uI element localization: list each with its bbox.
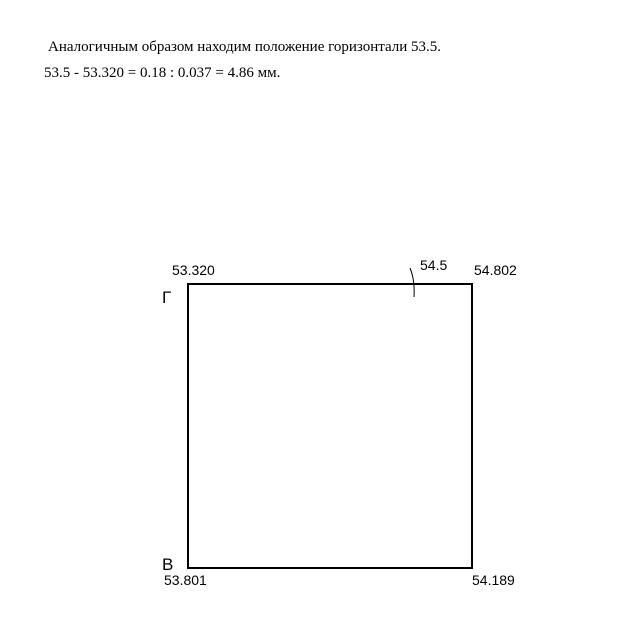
contour-label: 54.5 bbox=[420, 257, 448, 273]
elevation-bottom-left: 53.801 bbox=[164, 572, 207, 588]
elevation-top-left: 53.320 bbox=[172, 262, 215, 278]
grid-square bbox=[188, 284, 472, 568]
corner-letter-g: Г bbox=[162, 288, 172, 307]
elevation-top-right: 54.802 bbox=[474, 262, 517, 278]
contour-line-54-5 bbox=[410, 268, 414, 297]
elevation-bottom-right: 54.189 bbox=[472, 572, 515, 588]
explanation-text-line-1: Аналогичным образом находим положение горизонтали 53.5. bbox=[48, 39, 442, 55]
calculation-text-line-2: 53.5 - 53.320 = 0.18 : 0.037 = 4.86 мм. bbox=[44, 65, 281, 81]
corner-letter-v: В bbox=[162, 555, 174, 574]
